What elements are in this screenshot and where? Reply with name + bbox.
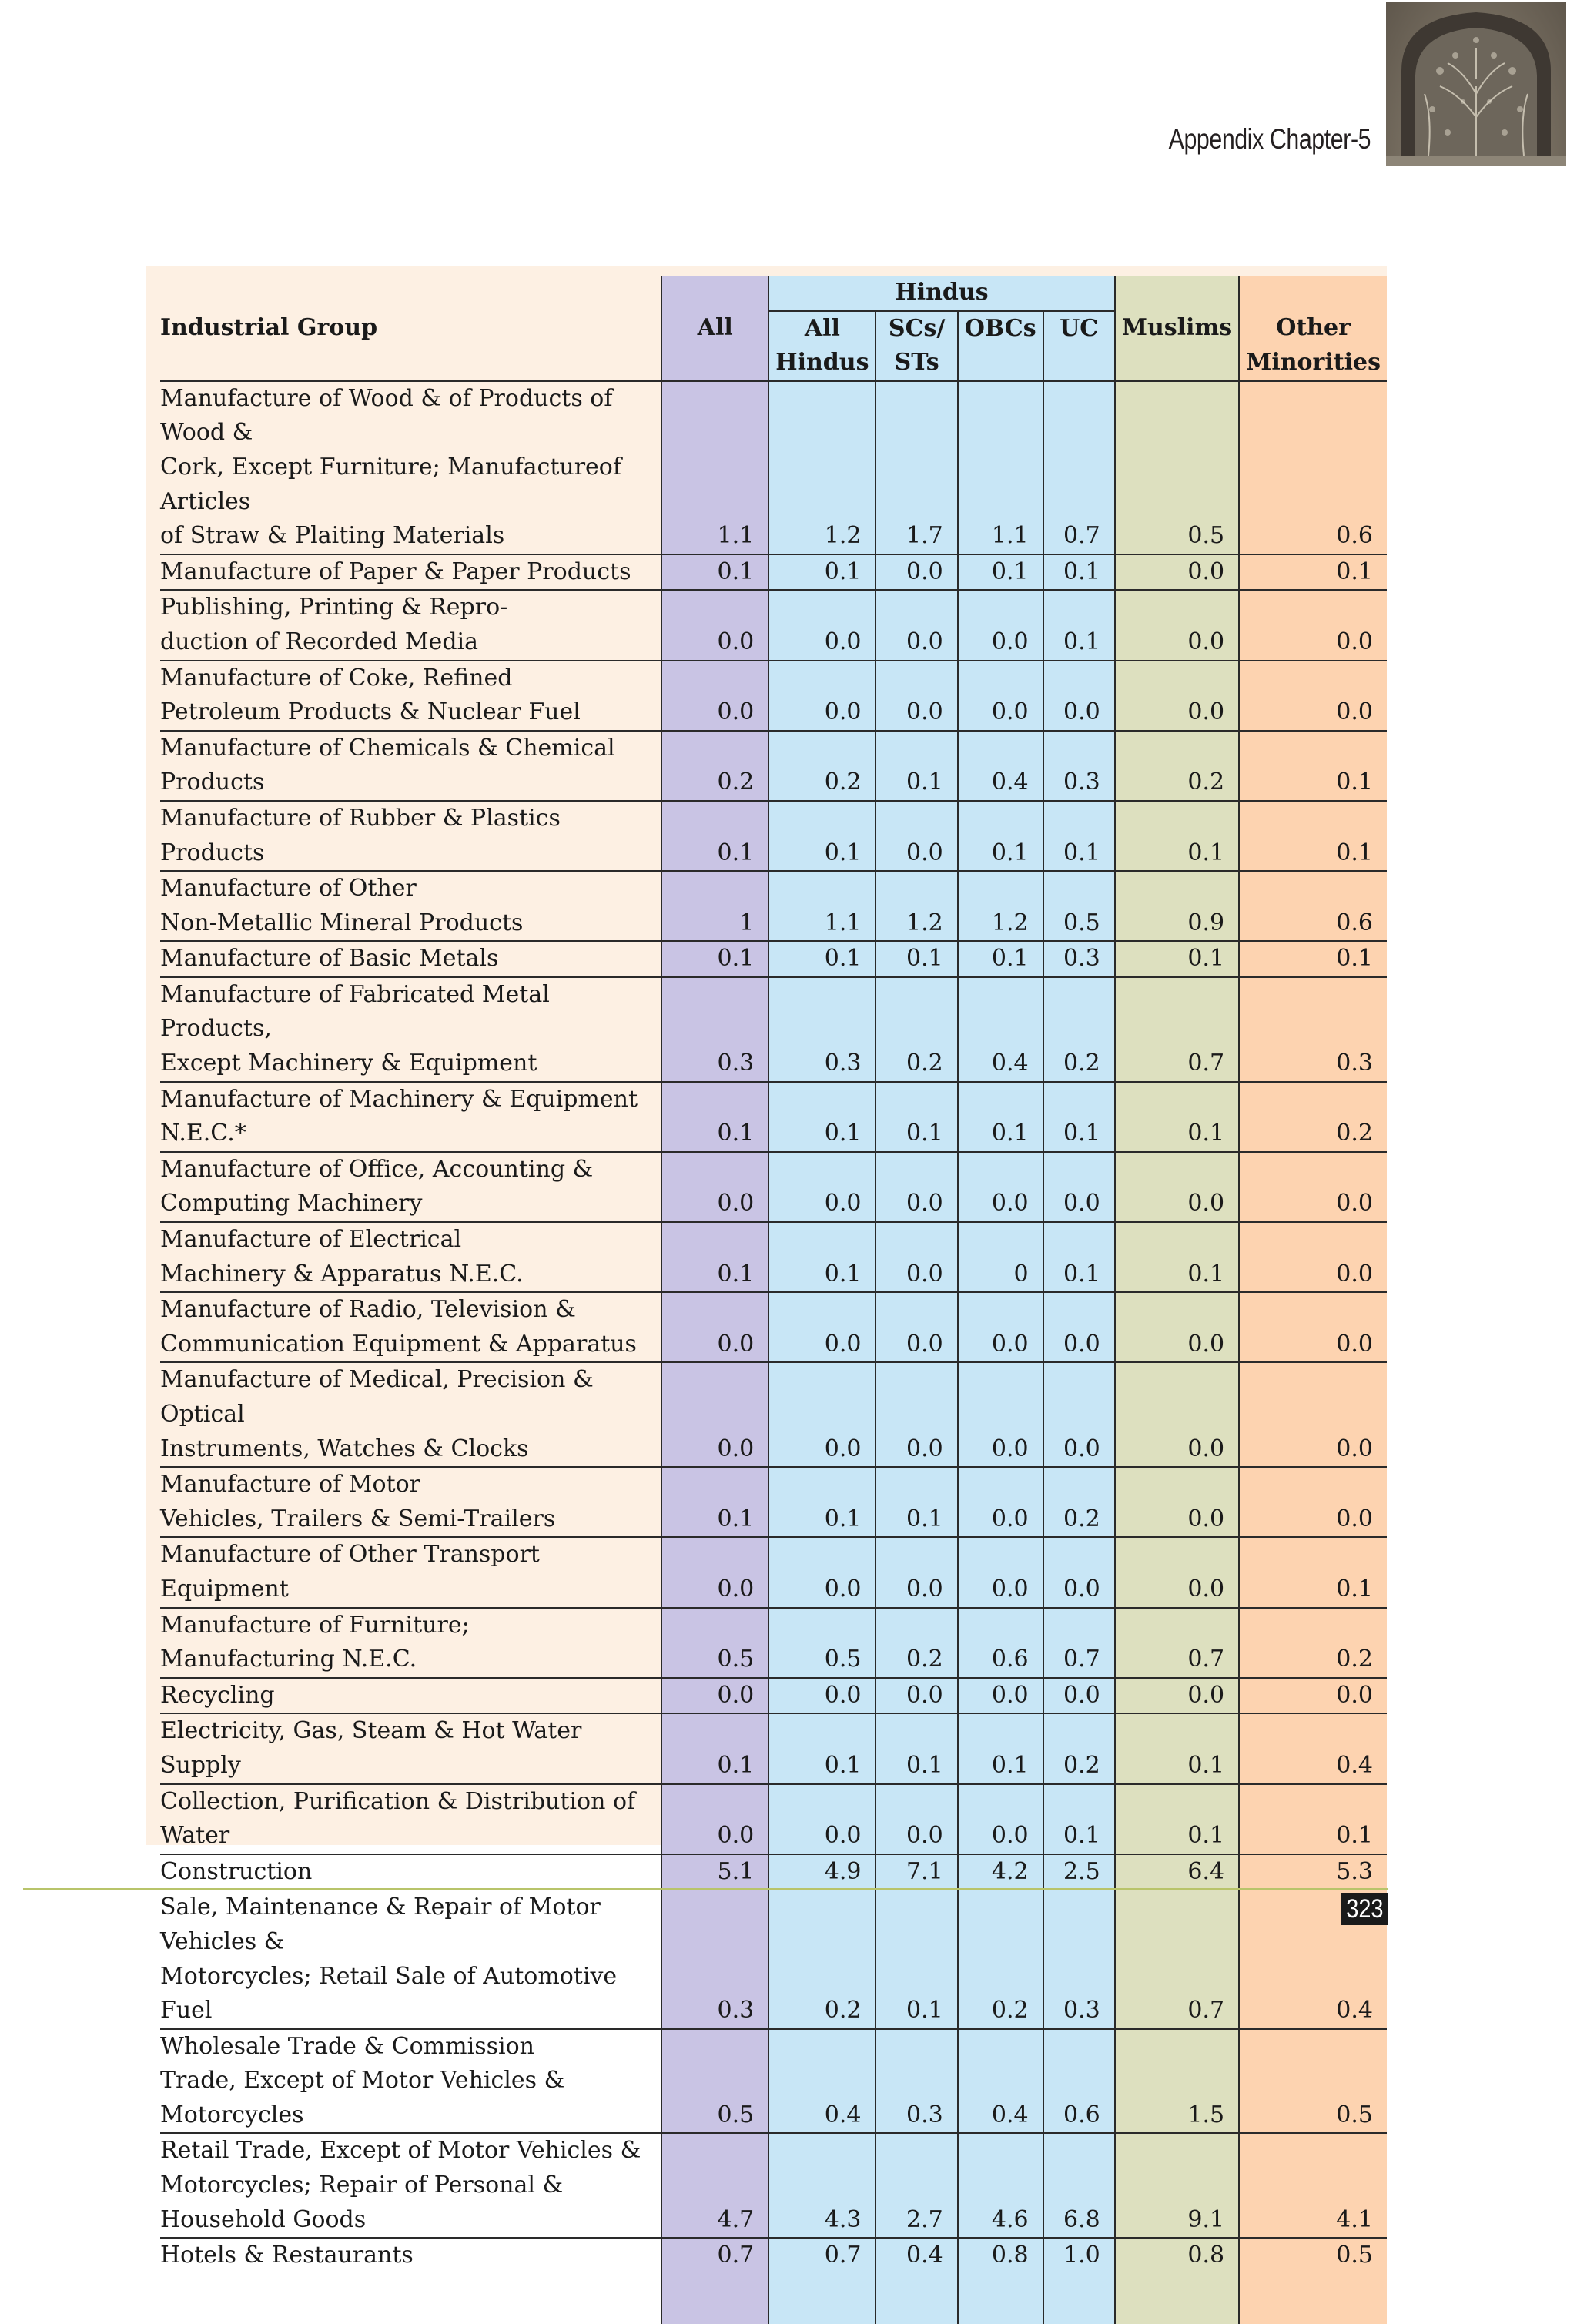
cell-uc: 0.6 — [1043, 2029, 1115, 2134]
cell-all-hindus: 0.2 — [768, 1890, 876, 2028]
cell-all: 0.1 — [661, 1713, 768, 1783]
cell-all: 0.0 — [661, 1152, 768, 1222]
cell-scs-sts: 0.0 — [876, 1362, 957, 1467]
row-label — [160, 2133, 661, 2238]
cell-all: 0.0 — [661, 1292, 768, 1362]
table-row — [160, 1854, 1387, 1890]
table-row — [160, 941, 1387, 977]
cell-all: 0.1 — [661, 554, 768, 591]
cell-other-minorities: 5.3 — [1239, 1854, 1387, 1890]
jali-window-image — [1386, 2, 1566, 166]
filler-cell — [1043, 2273, 1115, 2324]
cell-uc: 0.3 — [1043, 1890, 1115, 2028]
cell-obcs: 4.2 — [958, 1854, 1043, 1890]
cell-other-minorities: 0.0 — [1239, 1152, 1387, 1222]
cell-muslims: 0.5 — [1115, 381, 1239, 554]
cell-all-hindus: 0.1 — [768, 554, 876, 591]
cell-obcs: 4.6 — [958, 2133, 1043, 2238]
cell-obcs: 0.0 — [958, 1537, 1043, 1607]
cell-muslims: 0.0 — [1115, 1152, 1239, 1222]
cell-uc: 0.1 — [1043, 590, 1115, 660]
header-obcs: OBCs — [958, 311, 1043, 381]
row-label-line: Manufacture of Other — [160, 875, 417, 902]
header-other-line2: Minorities — [1246, 348, 1381, 376]
row-label — [160, 1292, 661, 1362]
header-other-line1: Other — [1276, 314, 1351, 341]
cell-all-hindus: 0.0 — [768, 1537, 876, 1607]
cell-all: 0.5 — [661, 1608, 768, 1678]
cell-uc: 1.0 — [1043, 2238, 1115, 2273]
row-label-line: Construction — [160, 1857, 313, 1885]
cell-all-hindus: 0.4 — [768, 2029, 876, 2134]
table-row — [160, 1467, 1387, 1537]
row-label — [160, 1467, 661, 1537]
table-row — [160, 1292, 1387, 1362]
cell-all: 0.1 — [661, 1222, 768, 1292]
cell-other-minorities: 0.2 — [1239, 1082, 1387, 1152]
row-label-line: Motorcycles; Retail Sale of Automotive Fuel — [160, 1962, 618, 2024]
cell-all: 0.5 — [661, 2029, 768, 2134]
cell-all: 0.2 — [661, 731, 768, 801]
cell-uc: 0.1 — [1043, 554, 1115, 591]
cell-muslims: 0.1 — [1115, 1082, 1239, 1152]
cell-muslims: 0.7 — [1115, 1608, 1239, 1678]
cell-scs-sts: 0.2 — [876, 977, 957, 1082]
cell-all-hindus: 0.1 — [768, 1467, 876, 1537]
table-row — [160, 1608, 1387, 1678]
filler-cell — [661, 2273, 768, 2324]
cell-scs-sts: 0.0 — [876, 590, 957, 660]
cell-other-minorities: 0.5 — [1239, 2029, 1387, 2134]
row-label-line: Manufacture of Other Transport Equipment — [160, 1541, 540, 1602]
table-row — [160, 977, 1387, 1082]
cell-scs-sts: 7.1 — [876, 1854, 957, 1890]
cell-scs-sts: 0.0 — [876, 801, 957, 871]
table-row — [160, 2238, 1387, 2273]
cell-uc: 0.3 — [1043, 941, 1115, 977]
cell-all-hindus: 4.3 — [768, 2133, 876, 2238]
cell-uc: 0.0 — [1043, 1292, 1115, 1362]
row-label-line: Trade, Except of Motor Vehicles & Motorcycles — [160, 2067, 565, 2128]
cell-all: 0.0 — [661, 1362, 768, 1467]
cell-scs-sts: 0.2 — [876, 1608, 957, 1678]
row-label — [160, 381, 661, 554]
cell-obcs: 0.6 — [958, 1608, 1043, 1678]
cell-scs-sts: 0.0 — [876, 554, 957, 591]
header-muslims: Muslims — [1115, 276, 1239, 381]
header-all-hindus-line2: Hindus — [775, 349, 869, 377]
cell-muslims: 0.0 — [1115, 590, 1239, 660]
cell-uc: 0.0 — [1043, 1678, 1115, 1714]
cell-obcs: 1.2 — [958, 871, 1043, 941]
cell-all: 4.7 — [661, 2133, 768, 2238]
header-industrial-group: Industrial Group — [160, 313, 378, 341]
row-label-line: Manufacture of Rubber & Plastics Products — [160, 804, 561, 866]
table-header — [160, 276, 1387, 381]
cell-all-hindus: 0.0 — [768, 1292, 876, 1362]
cell-uc: 0.1 — [1043, 801, 1115, 871]
cell-other-minorities: 0.1 — [1239, 801, 1387, 871]
cell-all-hindus: 0.0 — [768, 1362, 876, 1467]
cell-muslims: 0.1 — [1115, 1222, 1239, 1292]
table-row — [160, 1890, 1387, 2028]
cell-other-minorities: 0.4 — [1239, 1890, 1387, 2028]
cell-muslims: 0.0 — [1115, 1537, 1239, 1607]
row-label-line: Electricity, Gas, Steam & Hot Water Supply — [160, 1717, 582, 1779]
table-row — [160, 381, 1387, 554]
cell-scs-sts: 0.1 — [876, 1082, 957, 1152]
cell-muslims: 0.0 — [1115, 661, 1239, 731]
cell-all-hindus: 0.1 — [768, 1082, 876, 1152]
cell-obcs: 0.1 — [958, 941, 1043, 977]
row-label — [160, 661, 661, 731]
cell-all: 0.1 — [661, 801, 768, 871]
cell-scs-sts: 0.1 — [876, 1467, 957, 1537]
cell-uc: 0.3 — [1043, 731, 1115, 801]
cell-other-minorities: 4.1 — [1239, 2133, 1387, 2238]
cell-obcs: 0.0 — [958, 661, 1043, 731]
row-label — [160, 590, 661, 660]
row-label-line: Except Machinery & Equipment — [160, 1050, 537, 1077]
cell-muslims: 0.1 — [1115, 1784, 1239, 1854]
cell-scs-sts: 0.0 — [876, 1784, 957, 1854]
table-row — [160, 801, 1387, 871]
filler-label — [160, 2273, 661, 2324]
cell-other-minorities: 0.0 — [1239, 1678, 1387, 1714]
cell-uc: 0.0 — [1043, 661, 1115, 731]
cell-scs-sts: 0.0 — [876, 661, 957, 731]
row-label-line: Recycling — [160, 1681, 275, 1709]
row-label-line: Manufacture of Coke, Refined — [160, 664, 513, 692]
cell-obcs: 0 — [958, 1222, 1043, 1292]
cell-muslims: 0.0 — [1115, 1362, 1239, 1467]
table-row — [160, 1082, 1387, 1152]
cell-all: 0.1 — [661, 1467, 768, 1537]
cell-all-hindus: 1.1 — [768, 871, 876, 941]
cell-obcs: 0.4 — [958, 2029, 1043, 2134]
cell-all: 0.1 — [661, 941, 768, 977]
row-label-line: Manufacture of Furniture; — [160, 1611, 470, 1639]
row-label-line: Manufacture of Chemicals & Chemical Products — [160, 734, 615, 796]
row-label — [160, 2029, 661, 2134]
cell-muslims: 0.0 — [1115, 1467, 1239, 1537]
row-label — [160, 731, 661, 801]
row-label-line: Instruments, Watches & Clocks — [160, 1435, 529, 1462]
cell-all: 5.1 — [661, 1854, 768, 1890]
cell-other-minorities: 0.1 — [1239, 554, 1387, 591]
cell-scs-sts: 0.1 — [876, 1713, 957, 1783]
cell-other-minorities: 0.1 — [1239, 941, 1387, 977]
table-row — [160, 554, 1387, 591]
row-label-line: Household Goods — [160, 2205, 367, 2233]
row-label — [160, 1854, 661, 1890]
row-label-line: Petroleum Products & Nuclear Fuel — [160, 698, 581, 726]
header-all-hindus — [768, 311, 876, 381]
cell-other-minorities: 0.4 — [1239, 1713, 1387, 1783]
cell-muslims: 0.8 — [1115, 2238, 1239, 2273]
filler-cell — [768, 2273, 876, 2324]
row-label — [160, 1713, 661, 1783]
cell-muslims: 6.4 — [1115, 1854, 1239, 1890]
table-row — [160, 1713, 1387, 1783]
header-all: All — [661, 276, 768, 381]
row-label-line: Manufacture of Basic Metals — [160, 945, 499, 973]
cell-all-hindus: 1.2 — [768, 381, 876, 554]
cell-scs-sts: 2.7 — [876, 2133, 957, 2238]
header-decorative-photo — [1386, 2, 1566, 166]
row-label-line: duction of Recorded Media — [160, 628, 478, 655]
cell-uc: 0.0 — [1043, 1362, 1115, 1467]
filler-cell — [1115, 2273, 1239, 2324]
cell-uc: 0.2 — [1043, 1467, 1115, 1537]
cell-other-minorities: 0.0 — [1239, 1467, 1387, 1537]
row-label-line: Manufacture of Fabricated Metal Products, — [160, 980, 550, 1043]
cell-obcs: 0.1 — [958, 554, 1043, 591]
cell-other-minorities: 0.0 — [1239, 1222, 1387, 1292]
row-label-line: Manufacture of Motor — [160, 1471, 420, 1499]
cell-muslims: 0.9 — [1115, 871, 1239, 941]
cell-all: 0.7 — [661, 2238, 768, 2273]
table-filler-row — [160, 2273, 1387, 2324]
cell-scs-sts: 1.2 — [876, 871, 957, 941]
cell-all-hindus: 0.0 — [768, 590, 876, 660]
filler-cell — [958, 2273, 1043, 2324]
row-label-line: Manufacture of Wood & of Products of Wood & — [160, 384, 613, 447]
header-scs-line2: STs — [894, 349, 939, 377]
row-label — [160, 554, 661, 591]
footer-rule — [23, 1888, 1388, 1890]
cell-obcs: 0.0 — [958, 1784, 1043, 1854]
row-label-line: Manufacture of Office, Accounting & — [160, 1155, 594, 1183]
table-row — [160, 2133, 1387, 2238]
cell-obcs: 0.4 — [958, 731, 1043, 801]
cell-muslims: 0.0 — [1115, 1292, 1239, 1362]
cell-uc: 0.7 — [1043, 1608, 1115, 1678]
cell-all: 0.0 — [661, 661, 768, 731]
row-label — [160, 871, 661, 941]
row-label-line: of Straw & Plaiting Materials — [160, 522, 505, 550]
cell-obcs: 0.1 — [958, 1713, 1043, 1783]
cell-other-minorities: 0.1 — [1239, 1537, 1387, 1607]
cell-all-hindus: 0.1 — [768, 801, 876, 871]
cell-scs-sts: 0.3 — [876, 2029, 957, 2134]
row-label-line: Collection, Purification & Distribution of Water — [160, 1787, 636, 1850]
table-row — [160, 590, 1387, 660]
cell-obcs: 0.0 — [958, 1292, 1043, 1362]
cell-scs-sts: 0.0 — [876, 1678, 957, 1714]
cell-other-minorities: 0.3 — [1239, 977, 1387, 1082]
table-body — [160, 381, 1387, 2324]
cell-all-hindus: 0.1 — [768, 1222, 876, 1292]
cell-scs-sts: 0.0 — [876, 1537, 957, 1607]
row-label-line: Manufacture of Paper & Paper Products — [160, 558, 631, 585]
table-row — [160, 1152, 1387, 1222]
row-label — [160, 1082, 661, 1152]
cell-uc: 0.7 — [1043, 381, 1115, 554]
row-label-line: Motorcycles; Repair of Personal & — [160, 2172, 564, 2199]
cell-muslims: 0.0 — [1115, 1678, 1239, 1714]
row-label-line: Cork, Except Furniture; Manufactureof Articles — [160, 453, 621, 515]
page-number — [1341, 1893, 1388, 1925]
cell-obcs: 0.0 — [958, 1152, 1043, 1222]
cell-muslims: 0.7 — [1115, 977, 1239, 1082]
cell-obcs: 0.4 — [958, 977, 1043, 1082]
row-label-line: Manufacture of Machinery & Equipment N.E.C.* — [160, 1085, 638, 1147]
cell-obcs: 0.8 — [958, 2238, 1043, 2273]
row-label — [160, 1784, 661, 1854]
cell-muslims: 0.1 — [1115, 941, 1239, 977]
header-other-minorities — [1239, 276, 1387, 381]
row-label-line: Sale, Maintenance & Repair of Motor Vehicles & — [160, 1894, 601, 1955]
cell-other-minorities: 0.0 — [1239, 1362, 1387, 1467]
row-label — [160, 1890, 661, 2028]
cell-scs-sts: 0.0 — [876, 1292, 957, 1362]
cell-scs-sts: 0.0 — [876, 1152, 957, 1222]
header-uc: UC — [1043, 311, 1115, 381]
filler-cell — [876, 2273, 957, 2324]
cell-all: 1.1 — [661, 381, 768, 554]
cell-obcs: 0.0 — [958, 1362, 1043, 1467]
table-row — [160, 1362, 1387, 1467]
cell-all-hindus: 0.5 — [768, 1608, 876, 1678]
row-label — [160, 801, 661, 871]
row-label — [160, 1537, 661, 1607]
row-label — [160, 977, 661, 1082]
table-row — [160, 1537, 1387, 1607]
row-label-line: Wholesale Trade & Commission — [160, 2032, 534, 2060]
cell-obcs: 1.1 — [958, 381, 1043, 554]
industrial-group-table — [160, 276, 1387, 2324]
cell-scs-sts: 0.0 — [876, 1222, 957, 1292]
cell-all-hindus: 0.0 — [768, 661, 876, 731]
cell-muslims: 0.0 — [1115, 554, 1239, 591]
cell-other-minorities: 0.2 — [1239, 1608, 1387, 1678]
cell-all: 0.1 — [661, 1082, 768, 1152]
header-scs-line1: SCs/ — [888, 314, 946, 342]
cell-uc: 2.5 — [1043, 1854, 1115, 1890]
cell-scs-sts: 0.1 — [876, 731, 957, 801]
row-label — [160, 1678, 661, 1714]
header-scs-sts — [876, 311, 957, 381]
row-label — [160, 941, 661, 977]
cell-all-hindus: 0.0 — [768, 1678, 876, 1714]
row-label-line: Vehicles, Trailers & Semi-Trailers — [160, 1505, 556, 1532]
cell-all: 1 — [661, 871, 768, 941]
cell-uc: 0.0 — [1043, 1152, 1115, 1222]
row-label-line: Publishing, Printing & Repro- — [160, 594, 508, 621]
row-label-line: Non-Metallic Mineral Products — [160, 909, 524, 936]
cell-obcs: 0.0 — [958, 590, 1043, 660]
cell-all: 0.3 — [661, 977, 768, 1082]
table-row — [160, 871, 1387, 941]
table-row — [160, 1784, 1387, 1854]
cell-all: 0.0 — [661, 1537, 768, 1607]
row-label-line: Communication Equipment & Apparatus — [160, 1330, 637, 1358]
cell-all: 0.3 — [661, 1890, 768, 2028]
cell-all-hindus: 0.1 — [768, 941, 876, 977]
header-all-hindus-line1: All — [804, 314, 840, 342]
cell-other-minorities: 0.6 — [1239, 871, 1387, 941]
cell-all: 0.0 — [661, 1678, 768, 1714]
cell-all: 0.0 — [661, 1784, 768, 1854]
cell-all-hindus: 4.9 — [768, 1854, 876, 1890]
cell-uc: 0.5 — [1043, 871, 1115, 941]
cell-other-minorities: 0.5 — [1239, 2238, 1387, 2273]
row-label-line: Computing Machinery — [160, 1190, 423, 1217]
row-label-line: Machinery & Apparatus N.E.C. — [160, 1260, 524, 1288]
row-label-line: Manufacture of Medical, Precision & Optical — [160, 1366, 594, 1428]
cell-other-minorities: 0.0 — [1239, 1292, 1387, 1362]
cell-obcs: 0.2 — [958, 1890, 1043, 2028]
cell-muslims: 0.7 — [1115, 1890, 1239, 2028]
row-label-line: Manufacture of Radio, Television & — [160, 1296, 576, 1324]
row-label — [160, 2238, 661, 2273]
cell-other-minorities: 0.6 — [1239, 381, 1387, 554]
cell-all-hindus: 0.7 — [768, 2238, 876, 2273]
cell-uc: 0.2 — [1043, 977, 1115, 1082]
cell-all-hindus: 0.2 — [768, 731, 876, 801]
cell-all: 0.0 — [661, 590, 768, 660]
filler-cell — [1239, 2273, 1387, 2324]
cell-obcs: 0.0 — [958, 1467, 1043, 1537]
table-row — [160, 2029, 1387, 2134]
row-label — [160, 1608, 661, 1678]
row-label — [160, 1152, 661, 1222]
cell-obcs: 0.1 — [958, 801, 1043, 871]
table-row — [160, 1222, 1387, 1292]
cell-uc: 6.8 — [1043, 2133, 1115, 2238]
row-label-line: Manufacturing N.E.C. — [160, 1646, 417, 1673]
cell-muslims: 9.1 — [1115, 2133, 1239, 2238]
cell-uc: 0.1 — [1043, 1082, 1115, 1152]
cell-scs-sts: 0.4 — [876, 2238, 957, 2273]
cell-all-hindus: 0.1 — [768, 1713, 876, 1783]
table-row — [160, 661, 1387, 731]
cell-other-minorities: 0.0 — [1239, 590, 1387, 660]
cell-uc: 0.0 — [1043, 1537, 1115, 1607]
cell-scs-sts: 0.1 — [876, 1890, 957, 2028]
cell-other-minorities: 0.1 — [1239, 1784, 1387, 1854]
cell-muslims: 1.5 — [1115, 2029, 1239, 2134]
cell-all-hindus: 0.0 — [768, 1152, 876, 1222]
cell-muslims: 0.1 — [1115, 1713, 1239, 1783]
cell-scs-sts: 1.7 — [876, 381, 957, 554]
cell-obcs: 0.0 — [958, 1678, 1043, 1714]
cell-other-minorities: 0.0 — [1239, 661, 1387, 731]
cell-uc: 0.1 — [1043, 1784, 1115, 1854]
row-label — [160, 1362, 661, 1467]
cell-other-minorities: 0.1 — [1239, 731, 1387, 801]
cell-muslims: 0.1 — [1115, 801, 1239, 871]
cell-muslims: 0.2 — [1115, 731, 1239, 801]
cell-all-hindus: 0.0 — [768, 1784, 876, 1854]
cell-uc: 0.1 — [1043, 1222, 1115, 1292]
chapter-title: Appendix Chapter-5 — [1168, 123, 1371, 155]
cell-uc: 0.2 — [1043, 1713, 1115, 1783]
page-number-text: 323 — [1345, 1894, 1384, 1924]
row-label — [160, 1222, 661, 1292]
header-hindus: Hindus — [768, 276, 1115, 311]
row-label-line: Retail Trade, Except of Motor Vehicles & — [160, 2137, 641, 2165]
table-row — [160, 1678, 1387, 1714]
cell-all-hindus: 0.3 — [768, 977, 876, 1082]
cell-obcs: 0.1 — [958, 1082, 1043, 1152]
table-row — [160, 731, 1387, 801]
cell-scs-sts: 0.1 — [876, 941, 957, 977]
row-label-line: Hotels & Restaurants — [160, 2242, 414, 2269]
row-label-line: Manufacture of Electrical — [160, 1226, 462, 1254]
